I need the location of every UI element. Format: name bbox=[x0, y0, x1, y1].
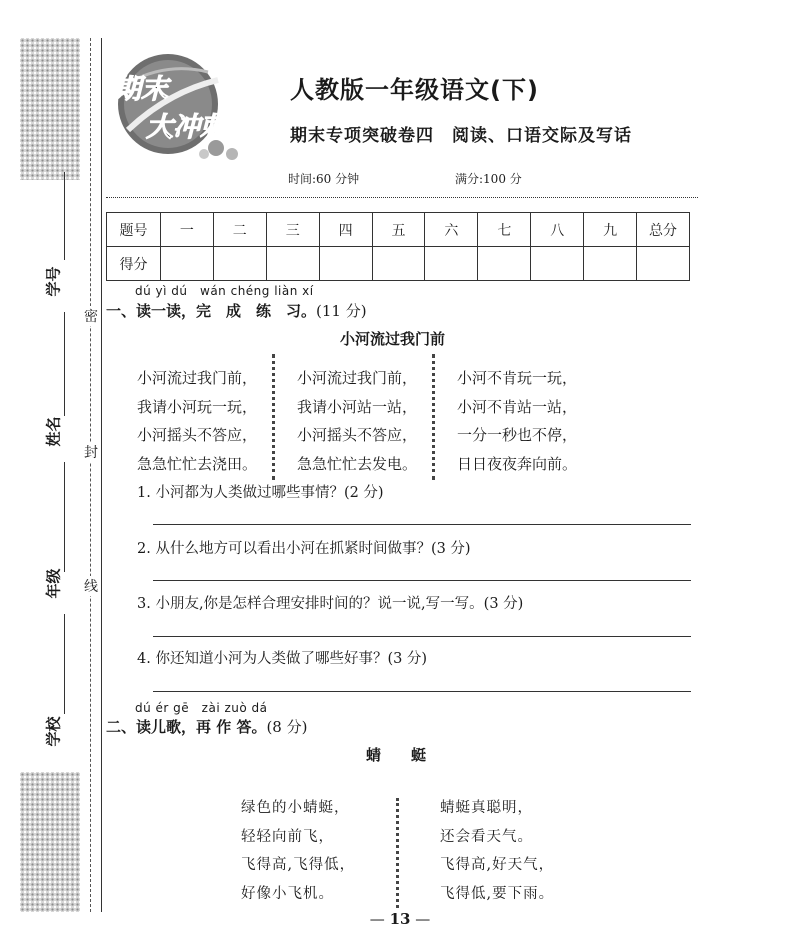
question-3: 3. 小朋友,你是怎样合理安排时间的？说一说,写一写。(3 分) bbox=[137, 596, 524, 612]
binding-pattern-bottom bbox=[20, 772, 80, 912]
score-input-cell[interactable] bbox=[584, 247, 637, 281]
score-table-cell: 二 bbox=[213, 213, 266, 247]
seal-word-xian: 线 bbox=[82, 576, 100, 596]
song-column-divider bbox=[396, 798, 402, 908]
score-table-cell: 九 bbox=[584, 213, 637, 247]
score-table-cell: 七 bbox=[478, 213, 531, 247]
song-column-2 bbox=[440, 794, 554, 908]
score-table-cell: 题号 bbox=[107, 213, 161, 247]
score-table-header-row bbox=[107, 213, 690, 247]
logo-text-line1: 期末 bbox=[114, 74, 168, 105]
score-table-cell: 三 bbox=[266, 213, 319, 247]
score-input-cell[interactable] bbox=[372, 247, 425, 281]
poem-column-1 bbox=[137, 364, 257, 478]
song-line: 飞得低,要下雨。 bbox=[440, 885, 555, 902]
exam-full-score: 满分:100 分 bbox=[455, 172, 522, 186]
section2-points: (8 分) bbox=[266, 718, 308, 736]
grade-label: 年级 bbox=[44, 568, 63, 599]
score-table-cell: 六 bbox=[425, 213, 478, 247]
name-label: 姓名 bbox=[44, 416, 63, 447]
poem-line: 小河流过我门前， bbox=[297, 369, 418, 387]
song-line: 蜻蜓真聪明， bbox=[440, 800, 533, 816]
answer-line-1[interactable] bbox=[153, 524, 691, 525]
page-number-dash-right: — bbox=[410, 910, 431, 928]
score-table-cell: 五 bbox=[372, 213, 425, 247]
name-underline bbox=[64, 312, 65, 416]
poem-line: 急急忙忙去发电。 bbox=[297, 454, 418, 473]
poem-column-divider bbox=[272, 354, 278, 480]
poem-line: 小河摇头不答应， bbox=[137, 426, 258, 444]
poem-line: 小河摇头不答应， bbox=[297, 426, 418, 444]
score-table-cell: 得分 bbox=[107, 247, 161, 281]
song-line: 轻轻向前飞， bbox=[241, 828, 334, 845]
song-column-1 bbox=[241, 794, 355, 908]
score-table-cell: 八 bbox=[531, 213, 584, 247]
song-line: 绿色的小蜻蜓， bbox=[241, 800, 350, 816]
question-2: 2. 从什么地方可以看出小河在抓紧时间做事？(3 分) bbox=[137, 541, 471, 557]
song-line: 飞得高,好天气， bbox=[440, 857, 555, 873]
logo-text-line2: 大冲刺 bbox=[146, 112, 227, 143]
poem-line: 我请小河玩一玩， bbox=[137, 397, 258, 416]
section1-points: (11 分) bbox=[316, 302, 367, 320]
score-input-cell[interactable] bbox=[531, 247, 584, 281]
seal-dashed-line bbox=[90, 38, 91, 912]
poem-line: 小河不肯站一站， bbox=[457, 397, 578, 416]
section2-poem-title: 蜻 蜓 bbox=[366, 746, 427, 764]
page-title: 人教版一年级语文(下) bbox=[290, 76, 539, 104]
page-subtitle: 期末专项突破卷四 阅读、口语交际及写话 bbox=[290, 126, 632, 146]
song-line: 飞得高,飞得低， bbox=[241, 857, 356, 873]
section2-pinyin: dú ér gē zài zuò dá bbox=[135, 701, 268, 715]
section1-heading-text: 一、读一读，完 成 练 习。 bbox=[106, 302, 317, 320]
score-input-cell[interactable] bbox=[213, 247, 266, 281]
school-underline bbox=[64, 614, 65, 714]
seal-word-mi: 密 bbox=[82, 306, 100, 326]
score-table-score-row bbox=[107, 247, 690, 281]
poem-line: 我请小河站一站， bbox=[297, 397, 418, 416]
page-number bbox=[350, 910, 450, 928]
seal-word-feng: 封 bbox=[82, 442, 100, 462]
student-id-label: 学号 bbox=[44, 266, 63, 297]
margin-border-line bbox=[101, 38, 102, 912]
series-logo bbox=[108, 52, 258, 162]
student-id-underline bbox=[64, 172, 65, 260]
poem-column-2 bbox=[297, 364, 417, 478]
header-divider bbox=[106, 197, 698, 198]
song-line: 好像小飞机。 bbox=[241, 885, 334, 902]
section2-heading bbox=[106, 716, 307, 737]
school-label: 学校 bbox=[44, 716, 63, 747]
section1-heading bbox=[106, 300, 367, 321]
poem-column-3 bbox=[457, 364, 577, 478]
score-input-cell[interactable] bbox=[319, 247, 372, 281]
section2-heading-text: 二、读儿歌，再 作 答。 bbox=[106, 718, 267, 736]
score-input-cell[interactable] bbox=[425, 247, 478, 281]
question-4: 4. 你还知道小河为人类做了哪些好事？(3 分) bbox=[137, 651, 428, 667]
poem-column-divider bbox=[432, 354, 438, 480]
page-number-dash-left: — bbox=[369, 910, 390, 928]
section1-pinyin: dú yì dú wán chéng liàn xí bbox=[135, 284, 314, 298]
score-table-cell: 四 bbox=[319, 213, 372, 247]
poem-line: 日日夜夜奔向前。 bbox=[457, 454, 578, 473]
poem-line: 小河不肯玩一玩， bbox=[457, 369, 578, 387]
poem-line: 一分一秒也不停， bbox=[457, 426, 578, 444]
score-input-cell[interactable] bbox=[637, 247, 690, 281]
poem-line: 急急忙忙去浇田。 bbox=[137, 454, 258, 473]
exam-time: 时间:60 分钟 bbox=[288, 172, 360, 186]
score-input-cell[interactable] bbox=[160, 247, 213, 281]
score-table-cell: 一 bbox=[160, 213, 213, 247]
answer-line-2[interactable] bbox=[153, 580, 691, 581]
score-table bbox=[106, 212, 690, 281]
answer-line-3[interactable] bbox=[153, 636, 691, 637]
question-1: 1. 小河都为人类做过哪些事情？(2 分) bbox=[137, 485, 384, 501]
binding-pattern-top bbox=[20, 38, 80, 180]
poem-line: 小河流过我门前， bbox=[137, 369, 258, 387]
page-number-value: 13 bbox=[389, 910, 411, 928]
section1-poem-title: 小河流过我门前 bbox=[340, 330, 446, 348]
answer-line-4[interactable] bbox=[153, 691, 691, 692]
score-table-cell: 总分 bbox=[637, 213, 690, 247]
song-line: 还会看天气。 bbox=[440, 828, 533, 845]
score-input-cell[interactable] bbox=[266, 247, 319, 281]
score-input-cell[interactable] bbox=[478, 247, 531, 281]
grade-underline bbox=[64, 462, 65, 572]
